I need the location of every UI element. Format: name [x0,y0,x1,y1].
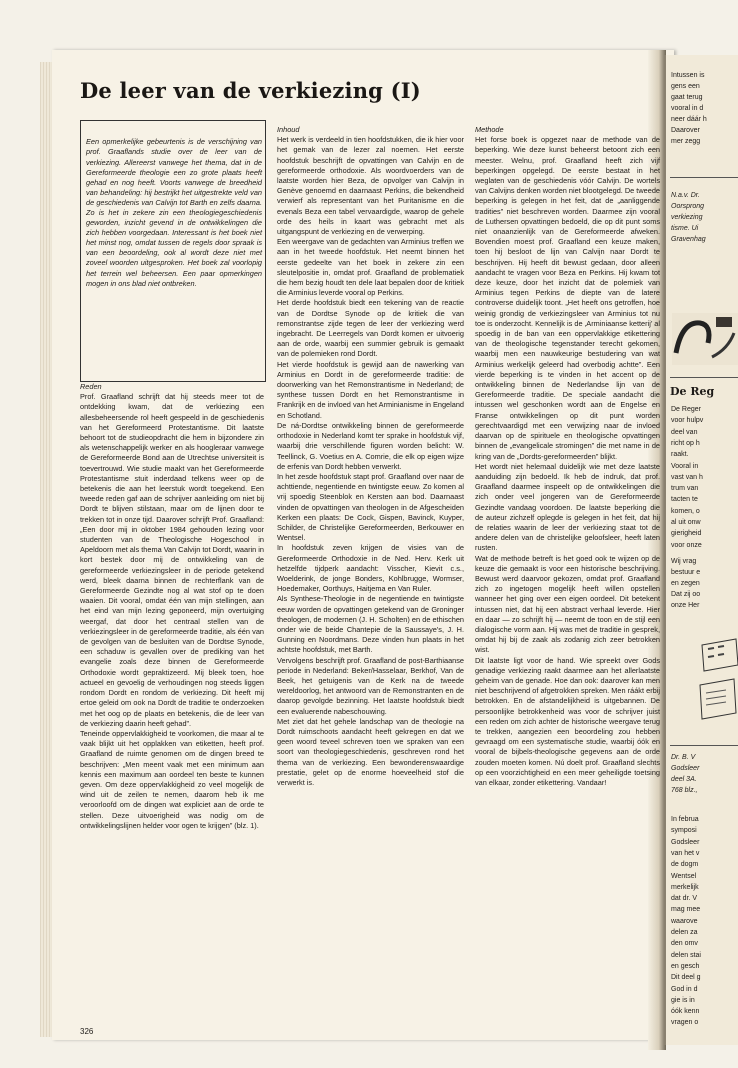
adjacent-page-line: voor hulpv [671,417,704,425]
adjacent-page-line: richt op h [671,439,700,447]
adjacent-page-line: 768 blz., [671,787,698,794]
adjacent-page-line: Gravenhag [671,236,706,243]
adjacent-page-line: symposi [671,827,697,835]
adjacent-page-line: Daarover [671,127,700,134]
adjacent-page-line: raakt. [671,451,689,459]
intro-text: Een opmerkelijke gebeurtenis is de verschijning van prof. Graaflands studie over de leer van de verkiezing. Allereerst vanwege het thema, dat in de Gereformeerde theologie een zo grote plaats heeft gehad en nog heeft. Voorts vanwege de breedheid van behandeling: hij bestrijkt het uitgestrekte veld van de geschiedenis van Calvijn tot Barth en zelfs daarna. Zo is het in zekere zin een theologiegeschiedenis geworden, inzicht gevend in de ontwikkelingen die zich hebben voorgedaan. Interessant is het boek niet het minst nog, omdat tussen de regels door spraak is van een beoordeling, ook al wordt deze niet met zoveel woorden uitgesproken. Het boek zal voorlopig het terrein wel beheersen. Een paar opmerkingen mogen in ons blad niet ontbreken. [86,137,262,288]
adjacent-page-line: tacten te [671,496,698,504]
reden-paragraph-1: Prof. Graafland schrijft dat hij steeds meer tot de ontdekking kwam, dat de verkiezing een allesbeheersende rol heeft gespeeld in de geschiedenis van het Gereformeerd Protestantisme. Dit laatste behoort tot de studieopdracht die hem in bijzondere zin als wetenschappelijk werker en als hoogleraar vanwege de Gereformeerde Bond aan de Utrechtse universiteit is toevertrouwd. Wie studie maakt van het Gereformeerde Protestantisme stuit inderdaad telkens weer op de betekenis die aan het leerstuk wordt toegekend. Een tweede reden gaf aan de schrijver aanleiding om niet bij Dordt te blijven stilstaan, maar om de lijnen door te trekken tot in onze tijd. Daarover schrijft Prof. Graafland: „Een door mij in oktober 1984 gehouden lezing voor studenten van de Theologische Hogeschool in Apeldoorn met als thema Van Calvijn tot Dordt, waarin in kort bestek door mij de ontwikkeling van de gereformeerde verkiezingsleer in de periode getekend werd, bleek daarna binnen de rechterflank van de Gereformeerde Gezindte nog al wat stof op te doen waaien. Dit vooral, omdat één van mijn stellingen, aan het eind van mijn lezing geponeerd, mijn overtuiging weergaf, dat door het centraal stellen van de verkiezingsleer in de gereformeerde traditie, als één van de gevolgen van de besluiten van de Dordtse Synode, een schaduw is gevallen over de prediking van het evangelie zoals deze binnen de Gereformeerde Orthodoxie wordt gepraktizeerd. Mij bleek toen, hoe actueel en gevoelig de verhoudingen nog steeds liggen rondom Dordt en rondom de verkiezing. Dit heeft mij ertoe geleid om ook na Dordt de traditie te onderzoeken met het oog op de plaats en betekenis, die de leer van de verkiezing daarin heeft gehad”. [80,392,264,728]
adjacent-page-line: God in d [671,985,698,993]
adjacent-page-line: De Reger [671,406,701,413]
inhoud-paragraph-5: De ná-Dordtse ontwikkeling binnen de gereformeerde orthodoxie in Nederland komt ter sprake in hoofdstuk vijf, waarbij drie verschillende figuren worden belicht: W. Teellinck, G. Voetius en A. Comrie, die elk op eigen wijze de erfenis van Dordt hebben verwerkt. [277,420,464,471]
methode-paragraph-3: Wat de methode betreft is het goed ook te wijzen op de keuze die gemaakt is voor een historische beschrijving. Bewust werd daarvoor gekozen, omdat prof. Graafland zich zo ingetogen mogelijk heeft willen opstellen wanneer het ging over een eigen oordeel. Dit betekent intussen niet, dat hij een abstract verhaal leverde. Hier en daar — zo schrijft hij — neemt de toon en de stijl een dialogische vorm aan. Hij was met de traditie in gesprek, omdat hij bij de zaak als zodanig zich zeer betrokken wist. [475,553,660,655]
inhoud-paragraph-1: Het werk is verdeeld in tien hoofdstukken, die ik hier voor het gemak van de lezer zal noemen. Het eerste hoofdstuk beschrijft de opvattingen van Calvijn en de gereformeerde orthodoxie. Als woordvoerders van de laatste worden hier Beza, de opvolger van Calvijn in Genève genoemd en daarnaast Perkins, die bekendheid verwierf als representant van het Puritanisme en die evenals Beza een tabel vervaardigde, waarop de gehele orde des heils in kaart was gebracht met als uitgangspunt de verkiezing en de verwerping. [277,135,464,237]
adjacent-page-line: deel van [671,428,698,436]
inhoud-paragraph-9: Vervolgens beschrijft prof. Graafland de post-Barthiaanse periode in Nederland: Beker/Hasselaar, Berkhof, Van de Beek, het getuigenis van de Kerk na de tweede wereldoorlog, het antwoord van de Remonstranten en de daarop gevolgde bezinning. Het laatste hoofdstuk biedt een evaluerende nabeschouwing. [277,655,464,716]
section-heading-methode: Methode [475,125,504,134]
adjacent-page-line: delen za [671,929,698,936]
adjacent-page-line: den omv [671,940,698,948]
adjacent-page-line: verkiezing [671,214,703,221]
methode-paragraph-2: Het wordt niet helemaal duidelijk wie met deze laatste aanduiding zijn bedoeld. Ik heb de indruk, dat prof. Graafland daarmee inspeelt op de ontwikkelingen die zich onder veel jongeren van de Gereformeerde Gezindte vandaag voordoen. De laatste beperking die de auteur zichzelf oplegde is gelegen in het feit, dat hij de relaties waarin de leer der verkiezing staat tot de andere delen van de christelijke geloofsleer, heeft laten rusten. [475,461,660,553]
adjacent-page-line: mer zegg [671,138,701,145]
adjacent-page-line: Godsleer [671,838,700,846]
adjacent-page-rule [670,177,738,178]
column-reden [80,382,264,831]
adjacent-page-line: Godsleer [671,765,700,772]
adjacent-page-line: tisme. Ui [671,225,699,232]
adjacent-page-line: Wentsel [671,872,697,880]
adjacent-page-line: voor onze [671,541,702,549]
adjacent-page-line: dat dr. V [671,895,698,903]
methode-paragraph-4: Dit laatste ligt voor de hand. Wie spreekt over Gods genadige verkiezing raakt daarmee aan het allerlaatste geheim van de genade. Hoe dan ook: daarover kan men niet beschrijvend of afgetrokken spreken. Men ráákt erbij betrokken. En de afstandelijkheid is uitgebannen. De persoonlijke betrokkenheid was voor de schrijver juist een reden om zich achter de historische weergave terug te trekken, aangezien een beoordeling zou hebben gevraagd om een systematische studie, waarbij óók en vooral de bijbels-theologische gegevens aan de orde zouden moeten komen. Nú doelt prof. Graafland slechts op een voorzichtigheid en een meer geheiligde toetsing van elkaar, zonder etikettering. Vandaar! [475,655,660,787]
adjacent-page-line: N.a.v. Dr. [671,192,700,199]
adjacent-page-line: Vooral in [671,462,699,470]
adjacent-page-line: en gesch [671,962,700,970]
adjacent-page-line: merkelijk [671,883,699,891]
adjacent-page-line: gierigheid [671,530,702,538]
adjacent-page-line: van het v [671,849,700,857]
adjacent-page-line: onze Her [671,602,700,609]
adjacent-page [664,55,738,1045]
adjacent-page-line: delen stai [671,951,701,959]
adjacent-page-line: en zegen [671,580,700,587]
methode-paragraph-1: Het forse boek is opgezet naar de methode van de beperking. Wie deze kunst beheerst betoont zich een meester. Welnu, prof. Graafland heeft zich vijf beperkingen opgelegd. De eerste bestaat in het weglaten van de geschiedenis vóór Calvijn. De wortels van Calvijns denken worden niet blootgelegd. De tweede beperking is gelegen in het feit, dat de „aanliggende tradities” niet beschreven worden. Daarmee zijn vooral de Luthersen opvattingen bedoeld, die op dit punt soms niet onaanzienlijk van de Gereformeerde afweken. Bovendien moest prof. Graafland een keuze maken, toen hij besloot de lijn van Calvijn naar Dordt te beschrijven. Hij heeft dit bewust gedaan, door alleen aandacht te vragen voor Beza en Perkins. Hij kwam tot deze keuze, door het inzicht dat de polemiek van Arminius tegen Perkins de diepte van de latere controverse duidelijk toont. „Het heeft ons getroffen, hoe weinig grondig de verkiezingsleer van Arminius tot nu toe is onderzocht. Kennelijk is de ‚Arminiaanse ketterij’ al spoedig in de ban van een oppervlakkige etikettering van de theologische tegenstander terecht gekomen, waarbij men een nauwkeurige bestudering van wat Arminius werkelijk geleerd had overbodig achtte”. Een vierde beperking is te vinden in het accent op de ontwikkeling binnen de Nederlandse lijn van de Gereformeerde traditie. De speciale aandacht die intussen wel geschonken wordt aan de Engelse en Franse ontwikkelingen op dit punt worden gerechtvaardigd met een verwijzing naar de invloed daarvan op de spirituele en theologische opvattingen binnen de „evangelicale stromingen” die met name in de kring van de „Dordts-gereformeerden” blijkt. [475,135,660,461]
adjacent-page-line: de dogm [671,861,699,869]
inhoud-paragraph-6: In het zesde hoofdstuk stapt prof. Graafland over naar de achttiende, negentiende en twintigste eeuw. Zo komen al vrij spoedig Steenblok en Kersten aan bod. Daarnaast vinden de opvattingen van theologen in de Afgescheiden Kerken een plaats: De Cock, Gispen, Bavinck, Kuyper, Schilder, de Christelijke Gereformeerden, Berkouwer en Wentsel. [277,471,464,543]
column-methode [475,125,660,788]
adjacent-page-line: vragen o [671,1019,699,1027]
adjacent-page-illustration [672,313,738,365]
inhoud-paragraph-2: Een weergave van de gedachten van Arminius treffen we aan in het tweede hoofdstuk. Het neemt binnen het eerste gedeelte van het boek in zekere zin een sleutelpositie in, omdat prof. Graafland de problematiek die hem bezig houdt ten dele laat bepalen door de kritiek die Arminius leverde vooral op Perkins. [277,237,464,298]
column-inhoud [277,125,464,788]
reden-paragraph-2: Teneinde oppervlakkigheid te voorkomen, die maar al te vaak blijkt uit het opplakken van etiketten, heeft prof. Graafland de ruimte genomen om de dingen breed te beschrijven: „Men meent vaak met een minimum aan kennis een maximum aan oordeel ten beste te kunnen geven. Om deze oppervlakkigheid zo veel mogelijk de wind uit de zeilen te nemen, daarom heb ik me veroorloofd om de dingen wat expliciet aan de orde te stellen. Deze uitvoerigheid was nodig om de ontwikkelingslijnen helder voor ogen te krijgen” (blz. 1). [80,728,264,830]
adjacent-page-line: gie is in [671,996,695,1004]
adjacent-page-line: vast van h [671,473,703,481]
inhoud-paragraph-3: Het derde hoofdstuk biedt een tekening van de reactie van de Dordtse Synode op de kritiek die van remonstrantse zijde tegen de leer der verkiezing werd ingebracht. De Leerregels van Dordt komen er uitvoerig aan de orde, waarbij een summier gebruik is gemaakt van de polemieken rond Dordt. [277,298,464,359]
adjacent-page-rule-3 [670,745,738,746]
adjacent-page-line: vooral in d [671,105,704,112]
adjacent-page-line: bestuur e [671,569,701,576]
section-heading-inhoud: Inhoud [277,125,300,134]
adjacent-page-line: Dr. B. V [671,754,696,761]
adjacent-page-line: Intussen is [671,72,705,79]
adjacent-page-line: Dit deel g [671,974,701,982]
adjacent-page-line: gens een [671,83,700,90]
adjacent-page-line: Wij vrag [671,558,697,565]
adjacent-page-line: gaat terug [671,94,703,101]
adjacent-page-line: Oorsprong [671,203,705,210]
inhoud-paragraph-7: In hoofdstuk zeven krijgen de visies van de Gereformeerde Orthodoxie in de Ned. Herv. Kerk uit hetzelfde tijdperk aandacht: Visscher, Kievit c.s., Woelderink, de jonge Bonders, Kohlbrugge, Wormser, Hoedemaker, Oorthuys, Haitjema en Van Ruler. [277,543,464,594]
article-title: De leer van de verkiezing (I) [80,78,421,103]
inhoud-paragraph-4: Het vierde hoofdstuk is gewijd aan de nawerking van Arminius en Dordt in de gereformeerde traditie: de doorwerking van het Remonstrantisme in Nederland; de synthese tussen Dordt en het Remonstrantisme in Frankrijk en de invloed van het Arminianisme in Engeland en Schotland. [277,359,464,420]
adjacent-page-line: óók kenn [671,1008,700,1016]
adjacent-page-line: Dat zij oo [671,591,701,598]
adjacent-page-rule-2 [670,377,738,378]
adjacent-page-line: trum van [671,485,699,493]
inhoud-paragraph-10: Met ziet dat het gehele landschap van de theologie na Dordt ruimschoots aandacht heeft gekregen en dat we geen woord teveel schreven toen we spraken van een soort van theologiegeschiedenis, geschreven rond het thema van de verkiezing. Een bewonderenswaardige prestatie, gelet op de enorme hoeveelheid stof die verwerkt is. [277,716,464,787]
adjacent-page-heading: De Reg [670,385,715,398]
adjacent-page-line: waarove [671,917,698,925]
adjacent-page-line: al uit onw [671,519,701,526]
adjacent-page-line: deel 3A. [671,776,697,783]
adjacent-page-drawing [696,635,738,735]
inhoud-paragraph-8: Als Synthese-Theologie in de negentiende en twintigste eeuw worden de opvattingen getekend van de Groninger theologen, de modernen (J. H. Scholten) en de ethischen onder wie de beide Chantepie de la Saussaye's, J. H. Gunning en Noordmans. Deze vinden hun plaats in het achtste hoofdstuk, met Barth. [277,594,464,655]
page-number: 326 [80,1027,94,1036]
adjacent-page-line: mag mee [671,906,701,914]
adjacent-page-line: neer dáár h [671,116,707,123]
adjacent-page-line: komen, o [671,507,700,515]
adjacent-page-line: In februa [671,816,699,823]
section-heading-reden: Reden [80,382,102,391]
